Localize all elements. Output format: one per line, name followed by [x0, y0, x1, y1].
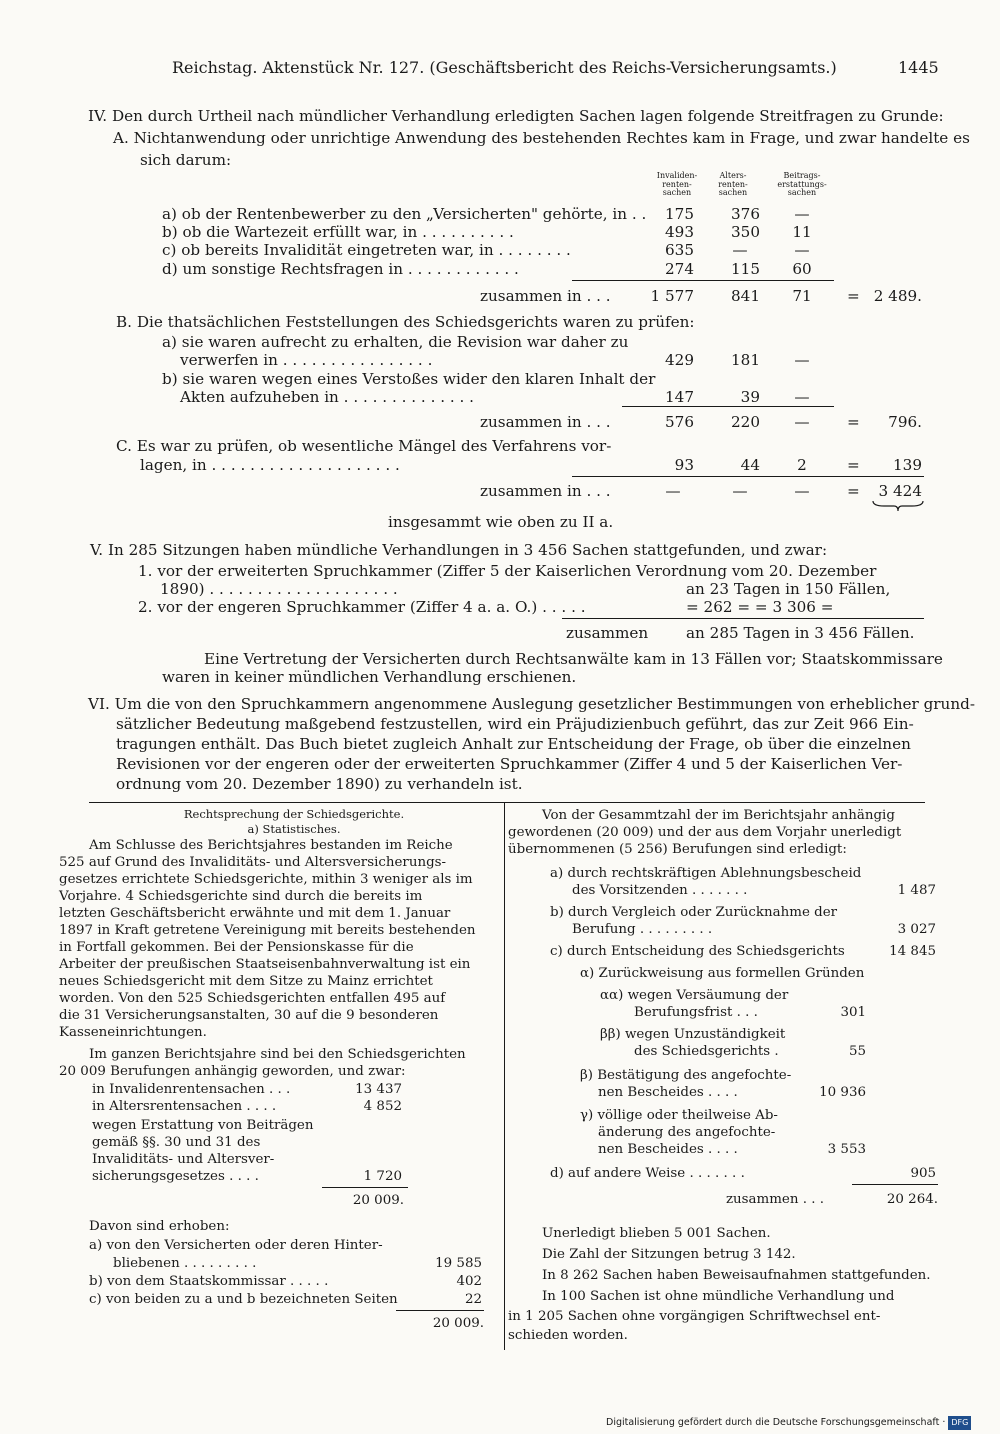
left-davon-b-val: 402: [456, 1274, 482, 1289]
A-row-c-label: c) ob bereits Invalidität eingetreten war, in . . . . . . . .: [162, 241, 571, 259]
page-number: 1445: [898, 58, 939, 77]
C-sum-eq: =: [847, 482, 860, 500]
col-header-beitrags: Beitrags- erstattungs- sachen: [777, 171, 827, 197]
A-row-c-c1: 635: [665, 241, 694, 259]
A-sum-c1: 1 577: [650, 287, 694, 305]
B-b-c3: —: [794, 388, 810, 406]
B-sum-eq: =: [847, 413, 860, 431]
right-gamma1: γ) völlige oder theilweise Ab-: [580, 1108, 778, 1123]
right-gamma2: änderung des angefochte-: [598, 1125, 776, 1140]
B-head: B. Die thatsächlichen Feststellungen des Schiedsgerichts waren zu prüfen:: [116, 313, 695, 331]
A-row-c-c3: —: [794, 241, 810, 259]
sec5-line1: V. In 285 Sitzungen haben mündliche Verhandlungen in 3 456 Sachen stattgefunden, und zwar:: [90, 541, 828, 559]
left-davon-total: 20 009.: [432, 1316, 484, 1331]
sec5-note-line2: waren in keiner mündlichen Verhandlung erschienen.: [162, 668, 577, 686]
B-b-c1: 147: [665, 388, 694, 406]
sec6-line2: sätzlicher Bedeutung maßgebend festzustellen, wird ein Präjudizienbuch geführt, das zur Zeit 966 Ein-: [116, 715, 914, 733]
B-b-c2: 39: [740, 388, 760, 406]
left-title: Rechtsprechung der Schiedsgerichte.: [183, 807, 405, 821]
A-row-a-c1: 175: [665, 205, 694, 223]
footer-text: Digitalisierung gefördert durch die Deutsche Forschungsgemeinschaft ·: [606, 1417, 946, 1428]
sec5-item2-vals: = 262 = = 3 306 =: [686, 598, 834, 616]
right-c1: c) durch Entscheidung des Schiedsgerichts: [550, 944, 845, 959]
C-c3: 2: [797, 456, 807, 474]
left-para1-l7: in Fortfall gekommen. Bei der Pensionskasse für die: [59, 940, 414, 955]
right-sum-val: 20 264.: [886, 1192, 938, 1207]
left-davon-c: c) von beiden zu a und b bezeichneten Seiten: [89, 1292, 398, 1307]
right-b-val: 3 027: [897, 922, 936, 937]
left-para1-l5: letzten Geschäftsbericht erwähnte und mit dem 1. Januar: [59, 906, 451, 921]
B-sum-total: 796.: [888, 413, 922, 431]
A-row-a-label: a) ob der Rentenbewerber zu den „Versicherten" gehörte, in . .: [162, 205, 647, 223]
right-tail-3: In 8 262 Sachen haben Beweisaufnahmen stattgefunden.: [542, 1268, 931, 1283]
left-davon-rule: [396, 1310, 484, 1311]
right-tail-1: Unerledigt blieben 5 001 Sachen.: [542, 1226, 771, 1241]
right-sum-label: zusammen . . .: [726, 1192, 825, 1207]
B-a-c3: —: [794, 351, 810, 369]
right-sum-rule: [852, 1184, 938, 1185]
A-sum-eq: =: [847, 287, 860, 305]
B-sum-c1: 576: [665, 413, 694, 431]
C-sum-c3: —: [794, 482, 810, 500]
left-list-5-label: Invaliditäts- und Altersver-: [92, 1152, 275, 1167]
left-list-4-label: gemäß §§. 30 und 31 des: [92, 1135, 261, 1150]
total-brace: [872, 500, 924, 512]
B-b-line1: b) sie waren wegen eines Verstoßes wider den klaren Inhalt der: [162, 370, 656, 388]
sec4-A-line1: A. Nichtanwendung oder unrichtige Anwendung des bestehenden Rechtes kam in Frage, und zwar handelte es: [113, 129, 970, 147]
A-row-d-c3: 60: [792, 260, 812, 278]
right-aa2: Berufungsfrist . . .: [634, 1005, 758, 1020]
left-para1-l12: Kasseneinrichtungen.: [59, 1025, 207, 1040]
column-divider: [504, 802, 505, 1350]
right-bb2: des Schiedsgerichts .: [634, 1044, 779, 1059]
left-para2-l1: Im ganzen Berichtsjahre sind bei den Schiedsgerichten: [89, 1047, 466, 1062]
C-line2: lagen, in . . . . . . . . . . . . . . . . . . . .: [140, 456, 400, 474]
left-list-2-label: in Altersrentensachen . . . .: [92, 1099, 277, 1114]
C-eq: =: [847, 456, 860, 474]
footer: [606, 1416, 971, 1430]
right-aa1: αα) wegen Versäumung der: [600, 988, 789, 1003]
B-a-line2: verwerfen in . . . . . . . . . . . . . . . .: [180, 351, 433, 369]
A-row-a-c3: —: [794, 205, 810, 223]
right-para1-l2: gewordenen (20 009) und der aus dem Vorjahr unerledigt: [508, 825, 902, 840]
right-a2: des Vorsitzenden . . . . . . .: [572, 883, 748, 898]
A-row-d-c1: 274: [665, 260, 694, 278]
sec5-sum-vals: an 285 Tagen in 3 456 Fällen.: [686, 624, 915, 642]
total-note: insgesammt wie oben zu II a.: [388, 513, 614, 531]
A-sum-total: 2 489.: [873, 287, 922, 305]
B-sum-label: zusammen in . . .: [480, 413, 611, 431]
col-header-invaliden: Invaliden- renten- sachen: [656, 171, 698, 197]
sec5-item1-vals: an 23 Tagen in 150 Fällen,: [686, 580, 891, 598]
B-sum-c2: 220: [731, 413, 760, 431]
sec6-line4: Revisionen vor der engeren oder der erweiterten Spruchkammer (Ziffer 4 und 5 der Kaiserlichen Ver-: [116, 755, 903, 773]
right-d: d) auf andere Weise . . . . . . .: [550, 1166, 745, 1181]
left-list-rule: [322, 1187, 408, 1188]
left-para1-l3: gesetzes errichtete Schiedsgerichte, mithin 3 weniger als im: [59, 872, 473, 887]
column-top-rule: [89, 802, 925, 803]
B-sum-c3: —: [794, 413, 810, 431]
left-davon-a1: a) von den Versicherten oder deren Hinter-: [89, 1238, 383, 1253]
right-para1-l1: Von der Gesammtzahl der im Berichtsjahr anhängig: [542, 808, 895, 823]
left-para1-l1: Am Schlusse des Berichtsjahres bestanden im Reiche: [89, 838, 453, 853]
left-subtitle: a) Statistisches.: [247, 822, 341, 836]
sec5-sum-rule: [562, 618, 924, 619]
left-para1-l8: Arbeiter der preußischen Staatseisenbahnverwaltung ist ein: [59, 957, 471, 972]
C-line1: C. Es war zu prüfen, ob wesentliche Mängel des Verfahrens vor-: [116, 437, 612, 455]
sec5-sum-label: zusammen: [566, 624, 649, 642]
right-tail-4: In 100 Sachen ist ohne mündliche Verhandlung und: [542, 1289, 895, 1304]
left-list-total: 20 009.: [352, 1193, 404, 1208]
A-sum-label: zusammen in . . .: [480, 287, 611, 305]
A-sum-c2: 841: [731, 287, 760, 305]
A-row-b-label: b) ob die Wartezeit erfüllt war, in . . . . . . . . . .: [162, 223, 514, 241]
sec5-item2: 2. vor der engeren Spruchkammer (Ziffer 4 a. a. O.) . . . . .: [138, 598, 586, 616]
right-b1: b) durch Vergleich oder Zurücknahme der: [550, 905, 838, 920]
right-a1: a) durch rechtskräftigen Ablehnungsbescheid: [550, 866, 862, 881]
right-c-val: 14 845: [889, 944, 936, 959]
left-davon-a2: bliebenen . . . . . . . . .: [113, 1256, 257, 1271]
sec6-line3: tragungen enthält. Das Buch bietet zugleich Anhalt zur Entscheidung der Frage, ob über die einzelnen: [116, 735, 911, 753]
left-para1-l2: 525 auf Grund des Invaliditäts- und Altersversicherungs-: [59, 855, 447, 870]
sec5-note-line1: Eine Vertretung der Versicherten durch Rechtsanwälte kam in 13 Fällen vor; Staatskommissare: [204, 650, 943, 668]
sec5-item1-line1: 1. vor der erweiterten Spruchkammer (Ziffer 5 der Kaiserlichen Verordnung vom 20. Dezember: [138, 562, 877, 580]
left-para2-l2: 20 009 Berufungen anhängig geworden, und zwar:: [59, 1064, 406, 1079]
C-sum-c2: —: [732, 482, 748, 500]
right-beta1: β) Bestätigung des angefochte-: [580, 1068, 792, 1083]
A-row-c-c2: —: [732, 241, 748, 259]
A-row-b-c1: 493: [665, 223, 694, 241]
C-sum-rule: [572, 476, 924, 477]
C-sum-label: zusammen in . . .: [480, 482, 611, 500]
left-para1-l9: neues Schiedsgericht mit dem Sitze zu Mainz errichtet: [59, 974, 433, 989]
right-tail-5: in 1 205 Sachen ohne vorgängigen Schriftwechsel ent-: [508, 1309, 881, 1324]
right-gamma-val: 3 553: [827, 1142, 866, 1157]
left-davon-b: b) von dem Staatskommissar . . . . .: [89, 1274, 329, 1289]
left-list-1-label: in Invalidenrentensachen . . .: [92, 1082, 291, 1097]
A-row-b-c2: 350: [731, 223, 760, 241]
B-b-line2: Akten aufzuheben in . . . . . . . . . . . . . .: [180, 388, 475, 406]
left-list-6-label: sicherungsgesetzes . . . .: [92, 1169, 259, 1184]
C-sum-total: 3 424: [878, 482, 922, 500]
sec6-line5: ordnung vom 20. Dezember 1890) zu verhandeln ist.: [116, 775, 523, 793]
right-beta-val: 10 936: [819, 1085, 866, 1100]
A-sum-rule: [572, 280, 834, 281]
right-tail-2: Die Zahl der Sitzungen betrug 3 142.: [542, 1247, 796, 1262]
sec6-line1: VI. Um die von den Spruchkammern angenommene Auslegung gesetzlicher Bestimmungen von erheblicher grund-: [88, 695, 975, 713]
right-bb1: ββ) wegen Unzuständigkeit: [600, 1027, 786, 1042]
right-d-val: 905: [910, 1166, 936, 1181]
right-b2: Berufung . . . . . . . . .: [572, 922, 713, 937]
A-sum-c3: 71: [792, 287, 812, 305]
A-row-d-label: d) um sonstige Rechtsfragen in . . . . . . . . . . . .: [162, 260, 519, 278]
left-para1-l10: worden. Von den 525 Schiedsgerichten entfallen 495 auf: [59, 991, 446, 1006]
sec4-A-line2: sich darum:: [140, 151, 232, 169]
right-gamma3: nen Bescheides . . . .: [598, 1142, 738, 1157]
col-header-alters: Alters- renten- sachen: [718, 171, 748, 197]
left-list-6-val: 1 720: [363, 1169, 402, 1184]
A-row-a-c2: 376: [731, 205, 760, 223]
B-a-c1: 429: [665, 351, 694, 369]
left-para1-l11: die 31 Versicherungsanstalten, 30 auf die 9 besonderen: [59, 1008, 439, 1023]
right-aa-val: 301: [840, 1005, 866, 1020]
left-para1-l4: Vorjahre. 4 Schiedsgerichte sind durch die bereits im: [59, 889, 423, 904]
C-c2: 44: [740, 456, 760, 474]
sec5-item1-line2: 1890) . . . . . . . . . . . . . . . . . . . .: [160, 580, 398, 598]
left-list-3-label: wegen Erstattung von Beiträgen: [92, 1118, 314, 1133]
right-bb-val: 55: [848, 1044, 866, 1059]
C-total: 139: [893, 456, 922, 474]
page-header: Reichstag. Aktenstück Nr. 127. (Geschäftsbericht des Reichs-Versicherungsamts.): [172, 58, 837, 77]
sec4-intro: IV. Den durch Urtheil nach mündlicher Verhandlung erledigten Sachen lagen folgende Streitfragen zu Grunde:: [88, 107, 944, 125]
A-row-b-c3: 11: [792, 223, 812, 241]
left-para1-l6: 1897 in Kraft getretene Vereinigung mit bereits bestehenden: [59, 923, 476, 938]
C-sum-c1: —: [665, 482, 681, 500]
left-davon-c-val: 22: [464, 1292, 482, 1307]
right-alpha: α) Zurückweisung aus formellen Gründen: [580, 966, 865, 981]
left-list-2-val: 4 852: [363, 1099, 402, 1114]
B-sum-rule: [622, 406, 834, 407]
dfg-logo: DFG: [948, 1416, 971, 1430]
left-list-1-val: 13 437: [355, 1082, 402, 1097]
left-davon-a-val: 19 585: [435, 1256, 482, 1271]
C-c1: 93: [674, 456, 694, 474]
B-a-line1: a) sie waren aufrecht zu erhalten, die Revision war daher zu: [162, 333, 629, 351]
right-beta2: nen Bescheides . . . .: [598, 1085, 738, 1100]
right-a-val: 1 487: [897, 883, 936, 898]
left-davon: Davon sind erhoben:: [89, 1219, 230, 1234]
A-row-d-c2: 115: [731, 260, 760, 278]
right-tail-6: schieden worden.: [508, 1328, 628, 1343]
right-para1-l3: übernommenen (5 256) Berufungen sind erledigt:: [508, 842, 847, 857]
B-a-c2: 181: [731, 351, 760, 369]
